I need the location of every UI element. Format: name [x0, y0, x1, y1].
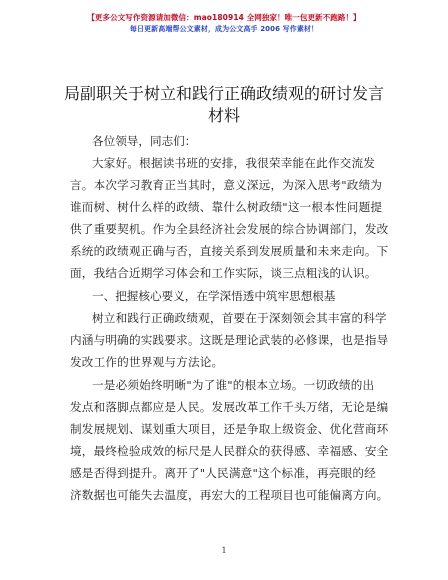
promo-banner-top[interactable]: 【更多公文写作资源请加微信：mao180914 全网独家！唯一包更新不跑路！】 — [87, 13, 361, 22]
paragraph-line: 发改工作的世界观与方法论。 — [70, 355, 224, 369]
paragraph-line: 面，我结合近期学习体会和工作实际，谈三点粗浅的认识。 — [70, 266, 377, 280]
paragraph-line: 谁而树、树什么样的政绩、靠什么树政绩"这一根本性问题提 — [70, 200, 383, 214]
paragraph-line: 境，最终检验成效的标尺是人民群众的获得感、幸福感、安全 — [70, 444, 389, 458]
paragraph-line: 大家好。根据读书班的安排，我很荣幸能在此作交流发 — [92, 156, 376, 170]
salutation: 各位领导，同志们： — [92, 134, 197, 148]
paragraph-line: 内涵与明确的实践要求。这既是理论武装的必修课，也是指导 — [70, 333, 389, 347]
paragraph-line: 济数据也可能失去温度，再宏大的工程项目也可能偏离方向。 — [70, 488, 389, 502]
paragraph-line: 发点和落脚点都应是人民。发展改革工作千头万绪，无论是编 — [70, 400, 389, 414]
paragraph-line: 一是必须始终明晰"为了谁"的根本立场。一切政绩的出 — [92, 378, 375, 392]
paragraph-line: 系统的政绩观正确与否，直接关系到发展质量和未来走向。下 — [70, 244, 389, 258]
paragraph-line: 感是否得到提升。离开了"人民满意"这个标准，再亮眼的经 — [70, 466, 376, 480]
paragraph-2 — [70, 307, 390, 373]
paragraph-line: 制发展规划、谋划重大项目，还是争取上级资金、优化营商环 — [70, 422, 389, 436]
document-title-line-1: 局副职关于树立和践行正确政绩观的研讨发言 — [63, 84, 384, 103]
section-heading: 一、把握核心要义，在学深悟透中筑牢思想根基 — [92, 289, 336, 303]
paragraph-1 — [70, 152, 390, 284]
promo-banner-sub[interactable]: 每日更新高端帮公文素材，成为公文高手 2006 写作素材！ — [129, 25, 319, 33]
document-title-line-2: 材料 — [207, 106, 240, 125]
page-number: 1 — [221, 546, 227, 555]
paragraph-line: 树立和践行正确政绩观，首要在于深刻领会其丰富的科学 — [92, 311, 387, 325]
paragraph-3 — [70, 374, 390, 506]
paragraph-line: 供了重要契机。作为全县经济社会发展的综合协调部门，发改 — [70, 222, 389, 236]
paragraph-line: 言。本次学习教育正当其时，意义深远，为深入思考"政绩为 — [70, 178, 383, 192]
